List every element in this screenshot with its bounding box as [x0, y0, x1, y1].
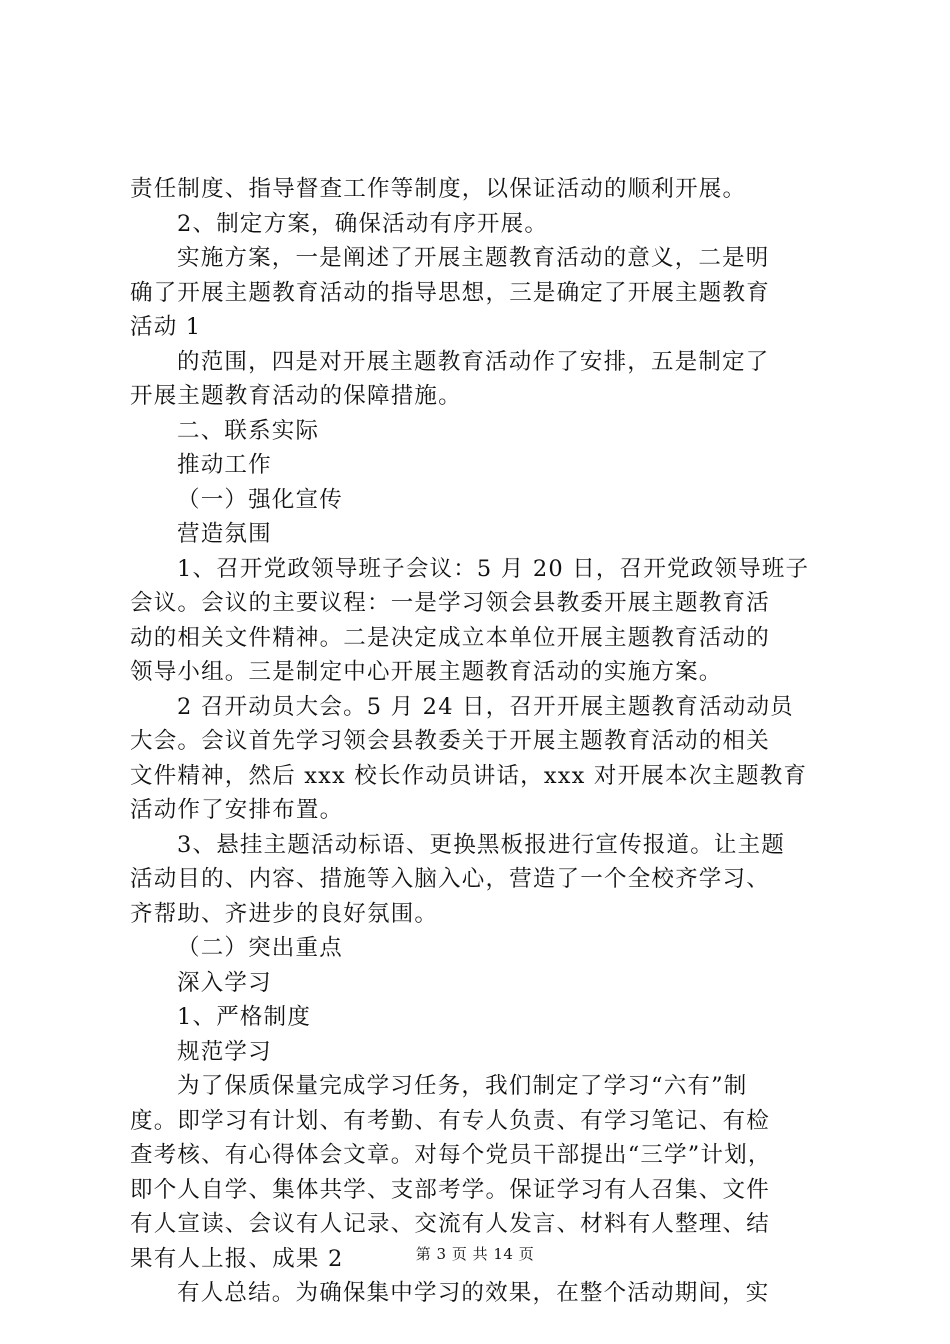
text-line: 实施方案，一是阐述了开展主题教育活动的意义，二是明 — [177, 245, 770, 271]
page-footer: 第 3 页 共 14 页 — [415, 1245, 535, 1263]
text-line: 大会。会议首先学习领会县教委关于开展主题教育活动的相关 — [130, 728, 770, 754]
text-line: 规范学习 — [177, 1038, 272, 1065]
text-line: 确了开展主题教育活动的指导思想，三是确定了开展主题教育 — [130, 279, 770, 306]
text-line: 活动作了安排布置。 — [130, 797, 344, 823]
text-line: （二）突出重点 — [177, 935, 343, 961]
text-line: 2 召开动员大会。5 月 24 日，召开开展主题教育活动动员 — [177, 693, 794, 720]
text-line: （一）强化宣传 — [177, 486, 343, 513]
text-line: 齐帮助、齐进步的良好氛围。 — [130, 900, 439, 927]
text-line: 即个人自学、集体共学、支部考学。保证学习有人召集、文件 — [130, 1176, 770, 1203]
text-line: 责任制度、指导督查工作等制度，以保证活动的顺利开展。 — [130, 176, 747, 202]
text-line: 为了保质保量完成学习任务，我们制定了学习“六有”制 — [177, 1073, 748, 1099]
text-line: 有人总结。为确保集中学习的效果，在整个活动期间，实 — [177, 1280, 770, 1306]
text-line: 的范围，四是对开展主题教育活动作了安排，五是制定了 — [177, 348, 770, 375]
text-line: 1、严格制度 — [177, 1004, 312, 1030]
text-line: 果有人上报、成果 2 — [130, 1245, 344, 1272]
text-line: 营造氛围 — [177, 521, 272, 547]
text-line: 推动工作 — [177, 452, 272, 478]
text-line: 会议。会议的主要议程：一是学习领会县教委开展主题教育活 — [130, 590, 770, 616]
text-line: 领导小组。三是制定中心开展主题教育活动的实施方案。 — [130, 659, 723, 685]
text-line: 3、悬挂主题活动标语、更换黑板报进行宣传报道。让主题 — [177, 831, 786, 858]
text-line: 有人宣读、会议有人记录、交流有人发言、材料有人整理、结 — [130, 1211, 770, 1237]
text-line: 度。即学习有计划、有考勤、有专人负责、有学习笔记、有检 — [130, 1107, 770, 1134]
text-line: 2、制定方案，确保活动有序开展。 — [177, 210, 549, 237]
text-line: 开展主题教育活动的保障措施。 — [130, 383, 462, 409]
text-line: 1、召开党政领导班子会议：5 月 20 日，召开党政领导班子 — [177, 555, 810, 582]
text-line: 文件精神，然后 xxx 校长作动员讲话，xxx 对开展本次主题教育 — [130, 762, 808, 789]
text-line: 二、联系实际 — [177, 417, 320, 444]
text-line: 活动目的、内容、措施等入脑入心，营造了一个全校齐学习、 — [130, 866, 770, 892]
text-line: 深入学习 — [177, 969, 272, 996]
document-body — [130, 172, 830, 1311]
text-line: 动的相关文件精神。二是决定成立本单位开展主题教育活动的 — [130, 624, 770, 651]
text-line: 查考核、有心得体会文章。对每个党员干部提出“三学”计划， — [130, 1142, 772, 1168]
text-line: 活动 1 — [130, 314, 202, 340]
